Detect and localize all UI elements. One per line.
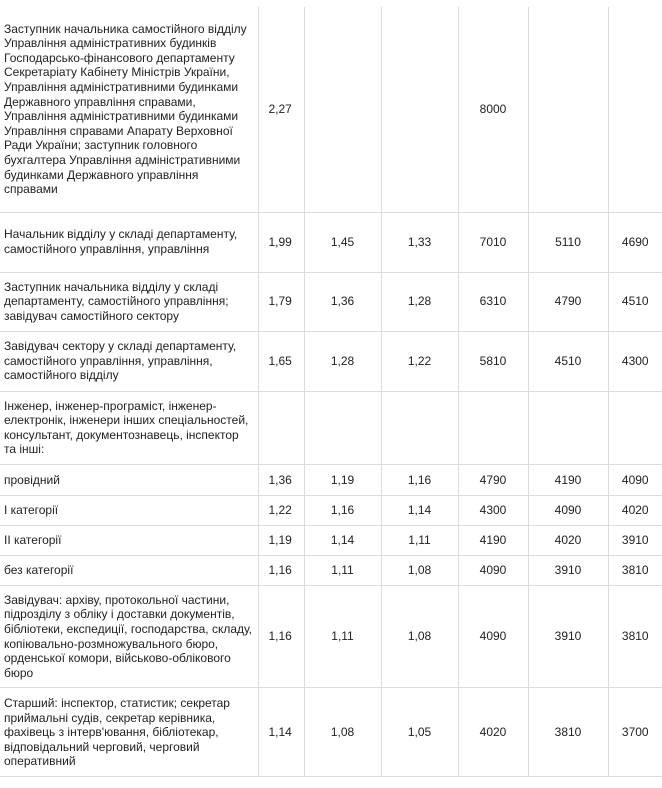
coefficient-cell: 1,36 (304, 272, 381, 331)
coefficient-cell: 1,08 (304, 688, 381, 777)
coefficient-cell: 1,28 (381, 272, 458, 331)
salary-cell: 7010 (458, 212, 528, 272)
salary-cell: 3910 (528, 585, 608, 688)
coefficient-cell: 1,16 (381, 464, 458, 495)
table-row (0, 212, 662, 272)
coefficient-cell: 1,14 (304, 525, 381, 555)
position-cell: Завідувач: архіву, протокольної частини, підрозділу з обліку і доставки документів, бібліотеки, експедиції, господарства, складу, копіювально-розмножувального бюро, орденської комори, військово-облікового бюро (0, 585, 258, 688)
position-cell: Заступник начальника відділу у складі департаменту, самостійного управління; завідувач самостійного сектору (0, 272, 258, 331)
salary-cell: 4090 (458, 555, 528, 585)
salary-cell (528, 391, 608, 464)
salary-cell: 5110 (528, 212, 608, 272)
salary-cell: 6310 (458, 272, 528, 331)
table-row (0, 585, 662, 688)
coefficient-cell: 1,16 (258, 585, 304, 688)
coefficient-cell: 1,08 (381, 555, 458, 585)
salary-cell (608, 391, 662, 464)
coefficient-cell: 1,36 (258, 464, 304, 495)
coefficient-cell: 1,45 (304, 212, 381, 272)
table-row (0, 525, 662, 555)
salary-cell: 4690 (608, 212, 662, 272)
salary-cell: 3810 (608, 555, 662, 585)
table-row (0, 688, 662, 777)
table-row (0, 272, 662, 331)
coefficient-cell: 1,33 (381, 212, 458, 272)
coefficient-cell: 1,99 (258, 212, 304, 272)
salary-cell (608, 7, 662, 212)
salary-cell: 4790 (528, 272, 608, 331)
coefficient-cell: 1,11 (381, 525, 458, 555)
position-cell: I категорії (0, 495, 258, 525)
salary-cell: 4510 (528, 331, 608, 391)
position-cell: Начальник відділу у складі департаменту, самостійного управління, управління (0, 212, 258, 272)
coefficient-cell: 1,65 (258, 331, 304, 391)
salary-cell: 4020 (608, 495, 662, 525)
coefficient-cell: 1,22 (258, 495, 304, 525)
table-row (0, 495, 662, 525)
position-cell: без категорії (0, 555, 258, 585)
position-cell: Заступник начальника самостійного відділу Управління адміністративних будинків Господарсько-фінансового департаменту Секретаріату Кабінету Міністрів України, Управління адміністративними будинками Державного управління справами, Управління адміністративними будинками Управління справами Апарату Верховної Ради України; заступник головного бухгалтера Управління адміністративними будинками Державного управління справами (0, 7, 258, 212)
coefficient-cell: 1,11 (304, 555, 381, 585)
salary-cell: 3910 (528, 555, 608, 585)
position-cell: провідний (0, 464, 258, 495)
salary-table (0, 7, 662, 777)
coefficient-cell: 1,16 (304, 495, 381, 525)
coefficient-cell: 1,19 (304, 464, 381, 495)
coefficient-cell: 1,19 (258, 525, 304, 555)
position-cell: Завідувач сектору у складі департаменту, самостійного управління, управління, самостійного відділу (0, 331, 258, 391)
salary-cell: 4090 (608, 464, 662, 495)
coefficient-cell (381, 7, 458, 212)
coefficient-cell (258, 391, 304, 464)
salary-cell: 4020 (458, 688, 528, 777)
salary-cell (458, 391, 528, 464)
salary-cell: 4090 (458, 585, 528, 688)
salary-cell: 4300 (458, 495, 528, 525)
coefficient-cell: 1,05 (381, 688, 458, 777)
table-row (0, 555, 662, 585)
coefficient-cell: 1,22 (381, 331, 458, 391)
salary-cell: 3910 (608, 525, 662, 555)
coefficient-cell: 2,27 (258, 7, 304, 212)
table-row (0, 391, 662, 464)
salary-cell: 4090 (528, 495, 608, 525)
coefficient-cell: 1,16 (258, 555, 304, 585)
table-body (0, 7, 662, 777)
salary-cell: 8000 (458, 7, 528, 212)
salary-cell: 3810 (608, 585, 662, 688)
position-cell: Старший: інспектор, статистик; секретар приймальні судів, секретар керівника, фахівець з інтерв'ювання, бібліотекар, відповідальний черговий, черговий оперативний (0, 688, 258, 777)
salary-cell: 3810 (528, 688, 608, 777)
salary-cell (528, 7, 608, 212)
table-row (0, 464, 662, 495)
salary-cell: 4790 (458, 464, 528, 495)
coefficient-cell: 1,11 (304, 585, 381, 688)
coefficient-cell (304, 7, 381, 212)
coefficient-cell: 1,08 (381, 585, 458, 688)
salary-cell: 3700 (608, 688, 662, 777)
salary-cell: 5810 (458, 331, 528, 391)
coefficient-cell: 1,79 (258, 272, 304, 331)
position-cell: II категорії (0, 525, 258, 555)
coefficient-cell: 1,28 (304, 331, 381, 391)
coefficient-cell (304, 391, 381, 464)
salary-cell: 4190 (458, 525, 528, 555)
position-cell: Інженер, інженер-програміст, інженер-електронік, інженери інших спеціальностей, консультант, документознавець, інспектор та інші: (0, 391, 258, 464)
table-row (0, 331, 662, 391)
coefficient-cell (381, 391, 458, 464)
coefficient-cell: 1,14 (381, 495, 458, 525)
salary-cell: 4020 (528, 525, 608, 555)
table-row (0, 7, 662, 212)
salary-cell: 4510 (608, 272, 662, 331)
salary-cell: 4300 (608, 331, 662, 391)
salary-cell: 4190 (528, 464, 608, 495)
coefficient-cell: 1,14 (258, 688, 304, 777)
